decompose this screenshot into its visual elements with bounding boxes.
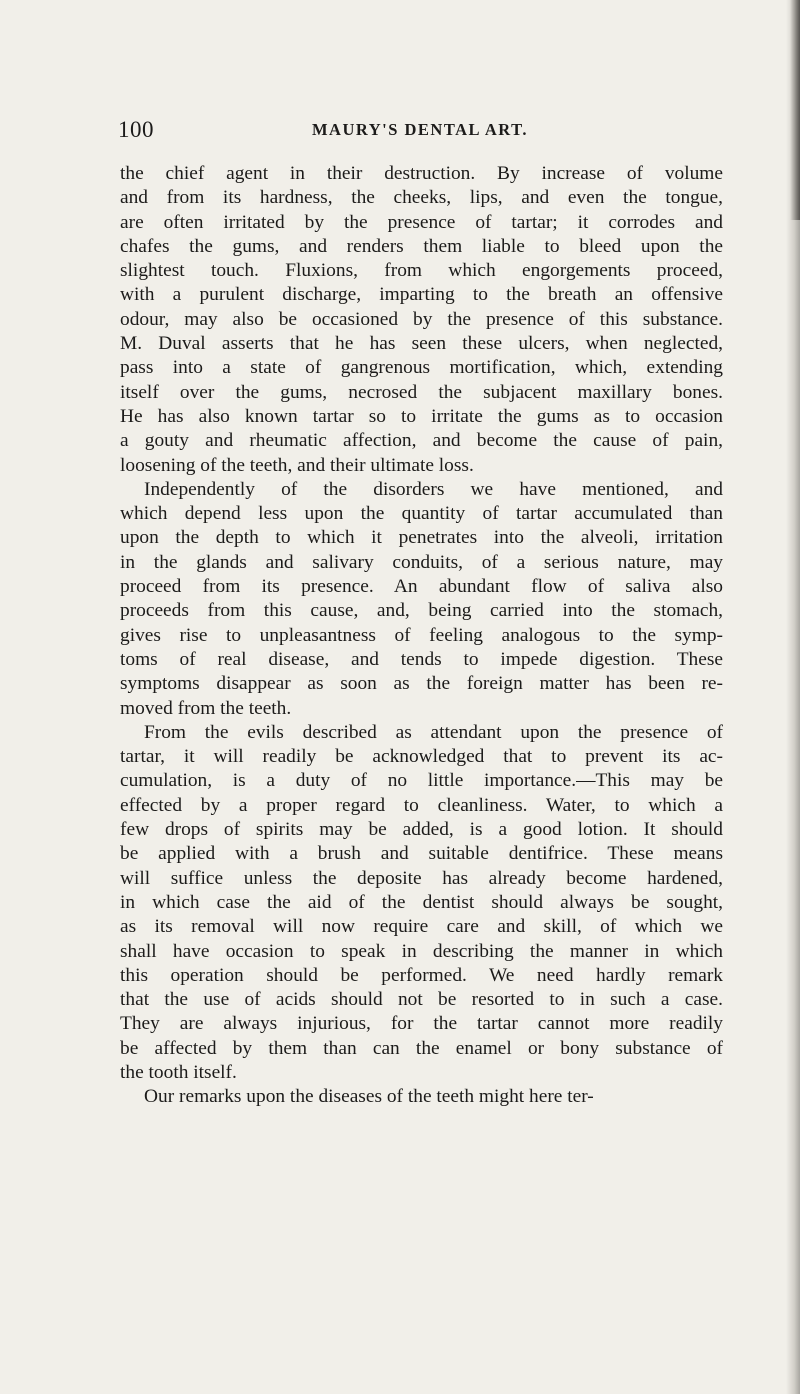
text-line: tartar, it will readily be acknowledged that to prevent its ac-	[120, 746, 723, 768]
text-line: M. Duval asserts that he has seen these ulcers, when neglected,	[120, 333, 723, 355]
text-line: with a purulent discharge, imparting to the breath an offensive	[120, 284, 723, 306]
text-line: upon the depth to which it penetrates into the alveoli, irritation	[120, 527, 723, 549]
text-line: toms of real disease, and tends to impede digestion. These	[120, 648, 723, 670]
text-line: proceed from its presence. An abundant flow of saliva also	[120, 576, 723, 598]
text-line: loosening of the teeth, and their ultimate loss.	[120, 454, 474, 476]
page-edge-dark	[790, 0, 800, 220]
page-number: 100	[118, 117, 154, 142]
text-line: as its removal will now require care and skill, of which we	[120, 916, 723, 938]
text-line: Our remarks upon the diseases of the teeth might here ter-	[144, 1086, 594, 1108]
text-line: in which case the aid of the dentist should always be sought,	[120, 891, 723, 913]
text-line: in the glands and salivary conduits, of a serious nature, may	[120, 551, 723, 573]
body-text	[120, 162, 723, 1110]
text-line: moved from the teeth.	[120, 697, 292, 719]
text-line: gives rise to unpleasantness of feeling analogous to the symp-	[120, 624, 723, 646]
text-line: chafes the gums, and renders them liable to bleed upon the	[120, 235, 723, 257]
text-line: Independently of the disorders we have mentioned, and	[144, 478, 723, 500]
text-line: a gouty and rheumatic affection, and become the cause of pain,	[120, 430, 723, 452]
text-line: be affected by them than can the enamel or bony substance of	[120, 1037, 723, 1059]
text-line: the chief agent in their destruction. By increase of volume	[120, 163, 723, 184]
text-line: odour, may also be occasioned by the presence of this substance.	[120, 308, 723, 330]
text-line: From the evils described as attendant upon the presence of	[144, 721, 723, 743]
text-line: be applied with a brush and suitable dentifrice. These means	[120, 843, 723, 865]
text-line: They are always injurious, for the tartar cannot more readily	[120, 1013, 723, 1035]
text-line: that the use of acids should not be resorted to in such a case.	[120, 989, 723, 1011]
text-line: will suffice unless the deposite has already become hardened,	[120, 867, 723, 889]
text-line: itself over the gums, necrosed the subjacent maxillary bones.	[120, 381, 723, 403]
page-header	[118, 117, 722, 147]
text-line: the tooth itself.	[120, 1061, 237, 1083]
text-line: are often irritated by the presence of tartar; it corrodes and	[120, 211, 723, 233]
text-line: pass into a state of gangrenous mortification, which, extending	[120, 357, 723, 379]
text-line: which depend less upon the quantity of tartar accumulated than	[120, 503, 723, 525]
text-line: few drops of spirits may be added, is a good lotion. It should	[120, 819, 723, 841]
text-line: proceeds from this cause, and, being carried into the stomach,	[120, 600, 723, 622]
text-line: slightest touch. Fluxions, from which engorgements proceed,	[120, 260, 723, 282]
text-line: this operation should be performed. We need hardly remark	[120, 964, 723, 986]
text-line: shall have occasion to speak in describing the manner in which	[120, 940, 723, 962]
text-line: effected by a proper regard to cleanliness. Water, to which a	[120, 794, 723, 816]
running-head: MAURY'S DENTAL ART.	[311, 120, 529, 139]
text-line: He has also known tartar so to irritate the gums as to occasion	[120, 405, 723, 427]
text-line: and from its hardness, the cheeks, lips, and even the tongue,	[120, 187, 723, 209]
text-line: cumulation, is a duty of no little importance.—This may be	[120, 770, 723, 792]
text-line: symptoms disappear as soon as the foreign matter has been re-	[120, 673, 723, 695]
